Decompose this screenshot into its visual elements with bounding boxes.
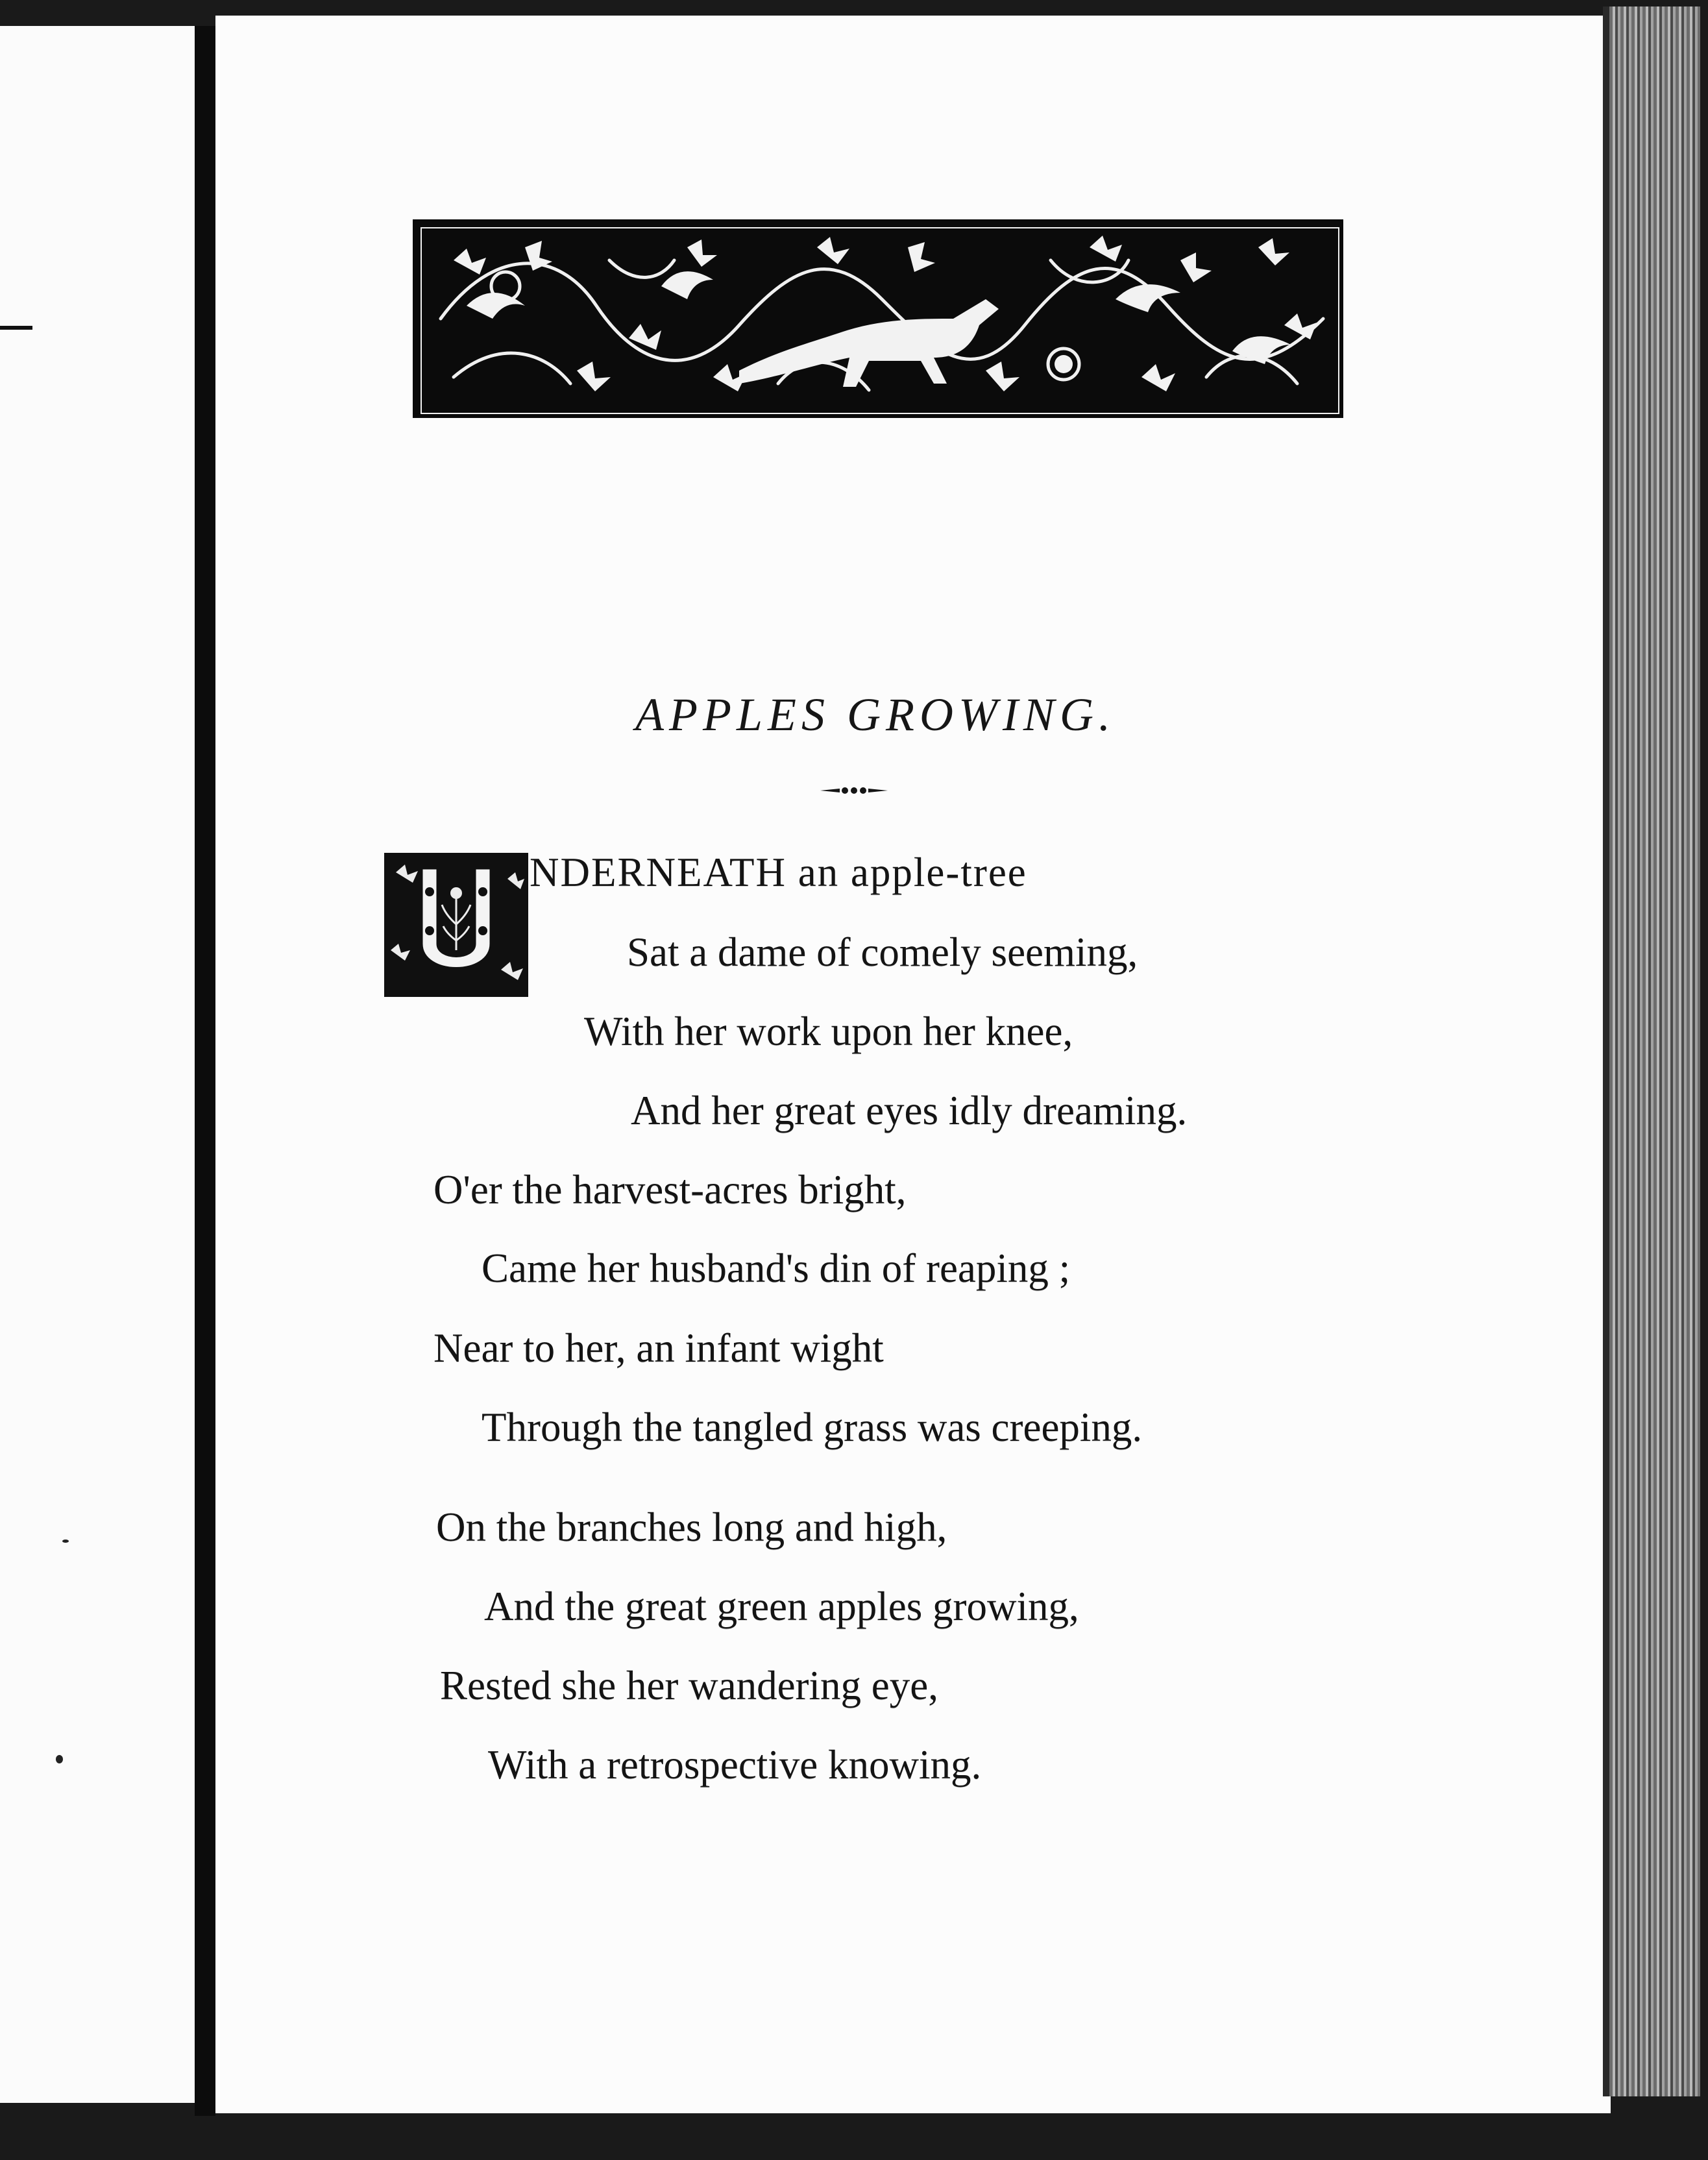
poem-line: O'er the harvest-acres bright, (433, 1167, 907, 1212)
left-page (0, 26, 195, 2103)
poem-line: Rested she her wandering eye, (440, 1663, 938, 1708)
poem-title: APPLES GROWING. (635, 689, 1116, 741)
left-page-speck (62, 1540, 69, 1543)
poem-line: And her great eyes idly dreaming. (631, 1088, 1188, 1133)
poem-line: Sat a dame of comely seeming, (627, 929, 1138, 975)
drop-cap-initial-art (384, 853, 528, 997)
poem-line: NDERNEATH an apple-tree (530, 850, 1027, 895)
poem-line: And the great green apples growing, (484, 1584, 1079, 1629)
poem-line: With a retrospective knowing. (488, 1742, 982, 1787)
headpiece-ornament (413, 219, 1343, 418)
poem-line: Through the tangled grass was creeping. (482, 1405, 1143, 1450)
headpiece-ornament-art (415, 221, 1345, 420)
drop-cap-initial (384, 853, 528, 997)
poem-line: Came her husband's din of reaping ; (482, 1246, 1071, 1291)
title-rule-ornament (820, 786, 888, 795)
left-page-mark (0, 326, 32, 330)
page-edges (1603, 6, 1700, 2096)
poem-line: Near to her, an infant wight (433, 1325, 884, 1371)
book-gutter (195, 26, 215, 2116)
poem-line: With her work upon her knee, (584, 1009, 1073, 1054)
poem-line: On the branches long and high, (436, 1504, 947, 1550)
left-page-speck (56, 1755, 63, 1763)
